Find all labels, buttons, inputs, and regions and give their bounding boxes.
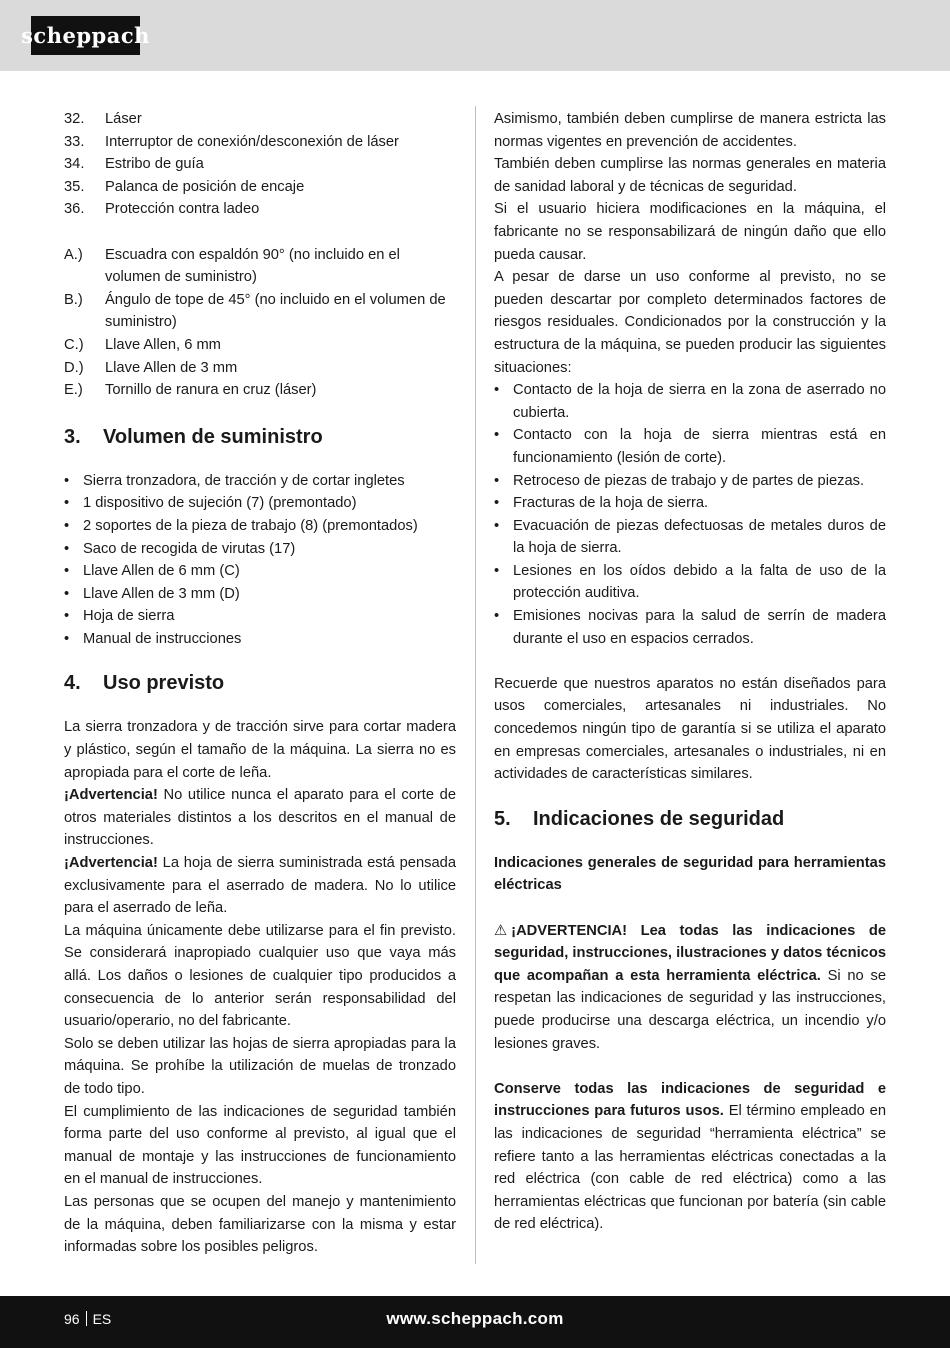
list-item: 35. Palanca de posición de encaje bbox=[64, 178, 305, 195]
footer-bar bbox=[0, 1296, 950, 1348]
list-item: • Hoja de sierra bbox=[64, 605, 456, 628]
list-item: • Sierra tronzadora, de tracción y de cortar ingletes bbox=[64, 470, 456, 493]
list-item: • Emisiones nocivas para la salud de serrín de madera durante el uso en espacios cerrados. bbox=[494, 605, 886, 650]
list-item: C.) Llave Allen, 6 mm bbox=[64, 336, 221, 353]
warning-triangle-icon: ⚠ bbox=[494, 922, 508, 939]
list-item: E.) Tornillo de ranura en cruz (láser) bbox=[64, 382, 317, 399]
list-item: 33. Interruptor de conexión/desconexión de láser bbox=[64, 133, 399, 150]
paragraph: Las personas que se ocupen del manejo y mantenimiento de la máquina, deben familiarizarse con la misma y estar informadas sobre los posibles peligros. bbox=[64, 1193, 456, 1256]
delivery-list bbox=[64, 470, 456, 651]
paragraph: Asimismo, también deben cumplirse de manera estricta las normas vigentes en prevención de accidentes. bbox=[494, 111, 886, 150]
paragraph: También deben cumplirse las normas generales en materia de sanidad laboral y de técnicas de seguridad. bbox=[494, 156, 886, 195]
left-column bbox=[64, 108, 456, 1259]
website-link[interactable]: www.scheppach.com bbox=[386, 1309, 564, 1328]
list-item: • 2 soportes de la pieza de trabajo (8) (premontados) bbox=[64, 515, 456, 538]
list-item: • Saco de recogida de virutas (17) bbox=[64, 538, 456, 561]
paragraph: El cumplimiento de las indicaciones de seguridad también forma parte del uso conforme al previsto, al igual que el manual de montaje y las instrucciones de funcionamiento en el manual de instrucciones. bbox=[64, 1103, 456, 1188]
paragraph: La sierra tronzadora y de tracción sirve para cortar madera y plástico, según el tamaño de la máquina. La sierra no es apropiada para el corte de leña. bbox=[64, 719, 456, 781]
column-divider bbox=[475, 106, 476, 1264]
list-item: • Contacto de la hoja de sierra en la zona de aserrado no cubierta. bbox=[494, 379, 886, 424]
section-subtitle: Indicaciones generales de seguridad para herramientas eléctricas bbox=[494, 854, 886, 894]
list-item: B.) Ángulo de tope de 45° (no incluido en el volumen de suministro) bbox=[64, 291, 446, 331]
list-item: • Retroceso de piezas de trabajo y de partes de piezas. bbox=[494, 470, 886, 493]
paragraph: Si el usuario hiciera modificaciones en la máquina, el fabricante no se responsabilizará de ningún daño que ello pueda causar. bbox=[494, 201, 886, 263]
section-3-heading: 3. Volumen de suministro bbox=[64, 425, 323, 448]
paragraph: Conserve todas las indicaciones de seguridad e instrucciones para futuros usos. El término empleado en las indicaciones de seguridad “herramienta eléctrica” se refiere tanto a las herramientas eléctricas conectadas a la red eléctrica (con cable de red eléctrica) como a las herramientas eléctricas que funcionan por batería (sin cable de red eléctrica). bbox=[494, 1080, 886, 1233]
list-item: 36. Protección contra ladeo bbox=[64, 201, 260, 218]
page-number: 96 ES bbox=[64, 1311, 112, 1327]
section-4-heading: 4. Uso previsto bbox=[64, 672, 225, 695]
accessories-list bbox=[64, 244, 456, 402]
warning-paragraph: ¡Advertencia! No utilice nunca el aparato para el corte de otros materiales distintos a los descritos en el manual de instrucciones. bbox=[64, 787, 456, 849]
residual-risk-list bbox=[494, 379, 886, 650]
list-item: A.) Escuadra con espaldón 90° (no incluido en el volumen de suministro) bbox=[64, 246, 400, 286]
list-item: 32. Láser bbox=[64, 111, 142, 127]
list-item: • Fracturas de la hoja de sierra. bbox=[494, 492, 886, 515]
paragraph: La máquina únicamente debe utilizarse para el fin previsto. Se considerará inapropiado cualquier uso que vaya más allá. Los daños o lesiones de cualquier tipo producidos a consecuencia de lo anterior serán responsabilidad del usuario/operario, no del fabricante. bbox=[64, 922, 456, 1030]
list-item: 34. Estribo de guía bbox=[64, 156, 204, 173]
list-item: • Evacuación de piezas defectuosas de metales duros de la hoja de sierra. bbox=[494, 515, 886, 560]
list-item: D.) Llave Allen de 3 mm bbox=[64, 359, 238, 376]
list-item: • Llave Allen de 6 mm (C) bbox=[64, 560, 456, 583]
parts-list bbox=[64, 108, 456, 221]
warning-paragraph: ¡Advertencia! La hoja de sierra suministrada está pensada exclusivamente para el aserrado de madera. No lo utilice para el aserrado de leña. bbox=[64, 855, 456, 917]
list-item: • Manual de instrucciones bbox=[64, 628, 456, 651]
paragraph: Solo se deben utilizar las hojas de sierra apropiadas para la máquina. Se prohíbe la utilización de muelas de tronzado de todo tipo. bbox=[64, 1035, 456, 1097]
right-column bbox=[494, 108, 886, 1236]
list-item: • Llave Allen de 3 mm (D) bbox=[64, 583, 456, 606]
list-item: • 1 dispositivo de sujeción (7) (premontado) bbox=[64, 492, 456, 515]
section-5-heading: 5. Indicaciones de seguridad bbox=[494, 807, 785, 830]
warning-paragraph: ⚠ ¡ADVERTENCIA! Lea todas las indicaciones de seguridad, instrucciones, ilustraciones y datos técnicos que acompañan a esta herramienta eléctrica. Si no se respetan las indicaciones de seguridad y las instrucciones, puede producirse una descarga eléctrica, un incendio y/o lesiones graves. bbox=[494, 920, 886, 1056]
list-item: • Contacto con la hoja de sierra mientras está en funcionamiento (lesión de corte). bbox=[494, 424, 886, 469]
list-item: • Lesiones en los oídos debido a la falta de uso de la protección auditiva. bbox=[494, 560, 886, 605]
paragraph: A pesar de darse un uso conforme al previsto, no se pueden descartar por completo determinados factores de riesgos residuales. Condicionados por la construcción y la estructura de la máquina, se pueden producir las siguientes situaciones: bbox=[494, 269, 886, 376]
brand-logo: scheppach bbox=[31, 16, 140, 55]
paragraph: Recuerde que nuestros aparatos no están diseñados para usos comerciales, artesanales ni industriales. No concedemos ningún tipo de garantía si se utiliza el aparato en empresas comerciales, artesanales o industriales, ni en actividades de características similares. bbox=[494, 675, 886, 783]
